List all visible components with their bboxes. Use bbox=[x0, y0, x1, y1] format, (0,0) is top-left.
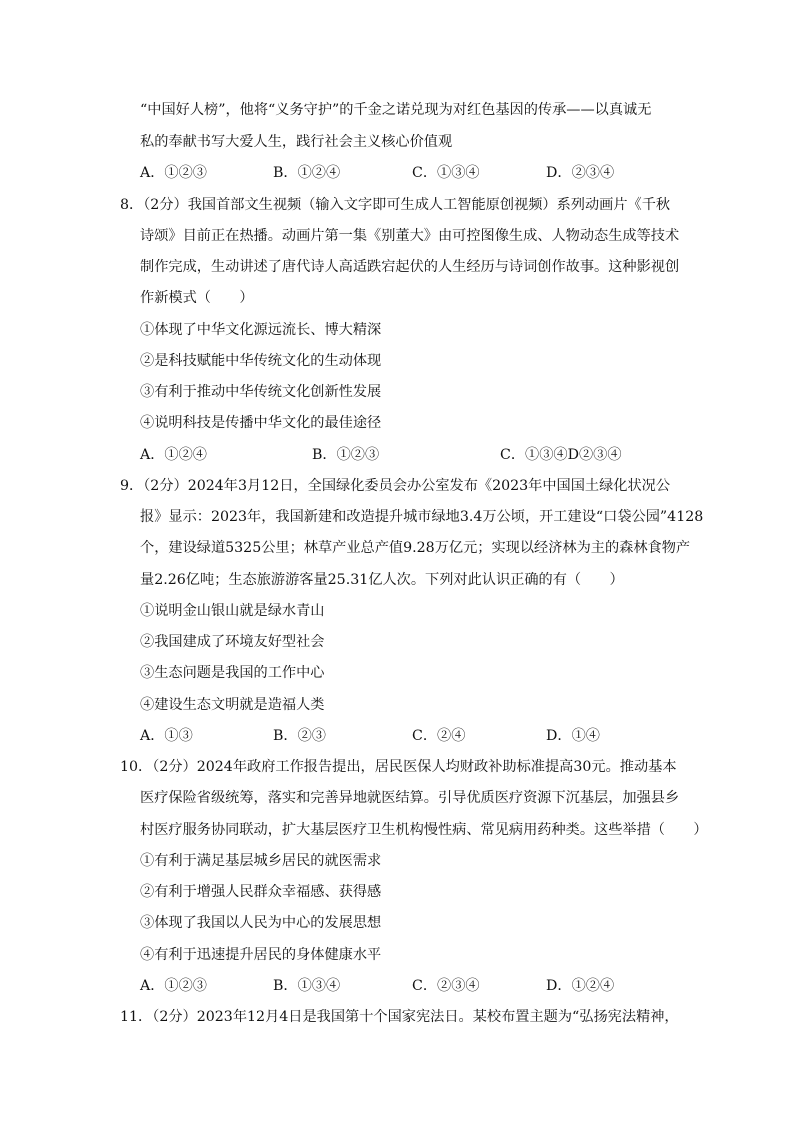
q9-stem-line-4: 量2.26亿吨；生态旅游游客量25.31亿人次。下列对此认识正确的有（ ） bbox=[140, 572, 624, 588]
q8-stem-line-1: 8．（2分）我国首部文生视频（输入文字即可生成人工智能原创视频）系列动画片《千秋 bbox=[120, 197, 671, 213]
q10-stem-line-2: 医疗保险省级统筹，落实和完善异地就医结算。引导优质医疗资源下沉基层，加强县乡 bbox=[140, 790, 680, 806]
q10-option-b[interactable]: B．①③④ bbox=[273, 978, 341, 994]
q9-statement-3: ③生态问题是我国的工作中心 bbox=[140, 665, 325, 681]
q9-option-a[interactable]: A．①③ bbox=[140, 728, 193, 744]
q8-statement-4: ④说明科技是传播中华文化的最佳途径 bbox=[140, 415, 382, 431]
q10-stem-line-1: 10．（2分）2024年政府工作报告提出，居民医保人均财政补助标准提高30元。推动基本 bbox=[120, 759, 677, 775]
q7-option-a[interactable]: A．①②③ bbox=[140, 165, 207, 181]
q8-stem-line-3: 制作完成，生动讲述了唐代诗人高适跌宕起伏的人生经历与诗词创作故事。这种影视创 bbox=[140, 259, 680, 275]
q9-options bbox=[0, 726, 794, 746]
q7-options bbox=[0, 163, 794, 183]
q7-option-b[interactable]: B．①②④ bbox=[273, 165, 341, 181]
q8-option-b[interactable]: B．①②③ bbox=[312, 447, 380, 463]
q7-option-c[interactable]: C．①③④ bbox=[412, 165, 480, 181]
q8-statement-1: ①体现了中华文化源远流长、博大精深 bbox=[140, 322, 382, 338]
q10-statement-2: ②有利于增强人民群众幸福感、获得感 bbox=[140, 884, 382, 900]
q9-statement-2: ②我国建成了环境友好型社会 bbox=[140, 634, 325, 650]
q7-text-line-2: 私的奉献书写大爱人生，践行社会主义核心价值观 bbox=[140, 134, 453, 150]
q9-statement-1: ①说明金山银山就是绿水青山 bbox=[140, 603, 325, 619]
q9-statement-4: ④建设生态文明就是造福人类 bbox=[140, 697, 325, 713]
q10-option-d[interactable]: D．①②④ bbox=[546, 978, 615, 994]
q10-options bbox=[0, 976, 794, 996]
q8-stem-line-4: 作新模式（ ） bbox=[140, 290, 254, 306]
q11-stem-line-1: 11．（2分）2023年12月4日是我国第十个国家宪法日。某校布置主题为“弘扬宪法精神， bbox=[120, 1009, 679, 1025]
q10-statement-1: ①有利于满足基层城乡居民的就医需求 bbox=[140, 853, 382, 869]
q10-option-c[interactable]: C．②③④ bbox=[412, 978, 480, 994]
q10-stem-line-3: 村医疗服务协同联动，扩大基层医疗卫生机构慢性病、常见病用药种类。这些举措（ ） bbox=[140, 822, 708, 838]
q8-statement-3: ③有利于推动中华传统文化创新性发展 bbox=[140, 384, 382, 400]
q9-option-b[interactable]: B．②③ bbox=[273, 728, 326, 744]
q8-option-cd[interactable]: C．①③④D②③④ bbox=[500, 447, 622, 463]
q10-option-a[interactable]: A．①②③ bbox=[140, 978, 207, 994]
q7-option-d[interactable]: D．②③④ bbox=[546, 165, 615, 181]
q8-option-a[interactable]: A．①②④ bbox=[140, 447, 207, 463]
q7-text-line-1: “中国好人榜”，他将“义务守护”的千金之诺兑现为对红色基因的传承——以真诚无 bbox=[140, 102, 652, 118]
q10-statement-4: ④有利于迅速提升居民的身体健康水平 bbox=[140, 947, 382, 963]
q9-stem-line-2: 报》显示：2023年，我国新建和改造提升城市绿地3.4万公顷，开工建设“口袋公园”4128 bbox=[140, 509, 704, 525]
q8-statement-2: ②是科技赋能中华传统文化的生动体现 bbox=[140, 353, 382, 369]
q9-option-c[interactable]: C．②④ bbox=[412, 728, 466, 744]
q8-stem-line-2: 诗颂》目前正在热播。动画片第一集《别董大》由可控图像生成、人物动态生成等技术 bbox=[140, 228, 680, 244]
q8-options bbox=[0, 445, 794, 465]
q9-stem-line-1: 9．（2分）2024年3月12日，全国绿化委员会办公室发布《2023年中国国土绿化状况公 bbox=[120, 478, 671, 494]
q9-option-d[interactable]: D．①④ bbox=[546, 728, 600, 744]
q10-statement-3: ③体现了我国以人民为中心的发展思想 bbox=[140, 915, 382, 931]
q9-stem-line-3: 个，建设绿道5325公里；林草产业总产值9.28万亿元；实现以经济林为主的森林食物产 bbox=[140, 540, 691, 556]
